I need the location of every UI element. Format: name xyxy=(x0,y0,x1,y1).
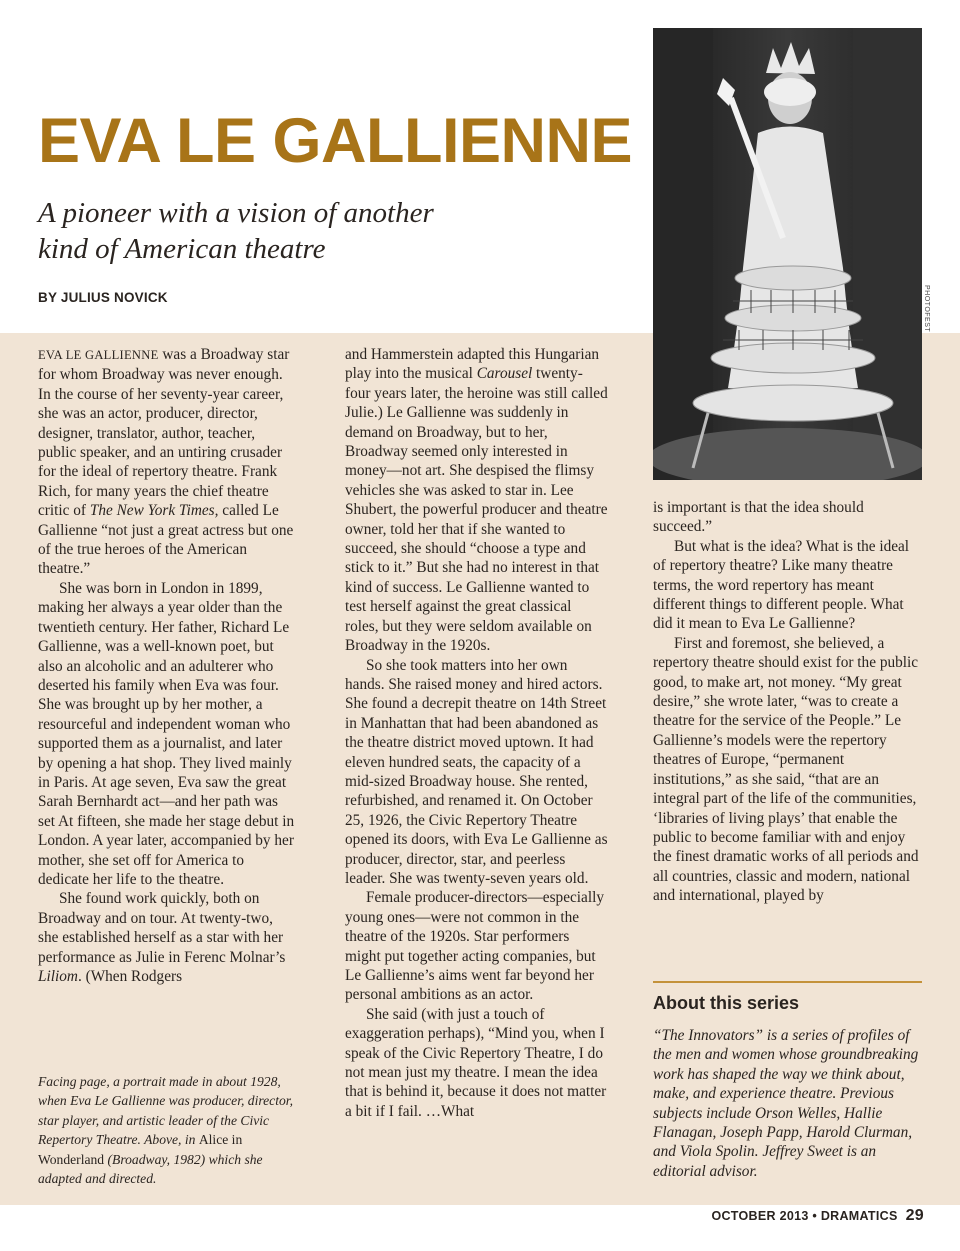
page-number: 29 xyxy=(905,1207,924,1224)
play-title: Alice in Wonderland xyxy=(38,1132,243,1167)
column-1 xyxy=(38,345,296,986)
subtitle-line-2: kind of American theatre xyxy=(38,233,326,265)
text: called Le Gallienne “not just a great actress but one of the true heroes of the American theatre.” xyxy=(38,502,294,578)
column-2 xyxy=(345,345,608,1121)
text: She found work quickly, both on Broadway and on tour. At twenty-two, she established herself as a star with her performance as Julie in Ferenc Molnar’s xyxy=(38,890,286,966)
text: (Broadway, 1982) which she adapted and directed. xyxy=(38,1151,263,1187)
paragraph: She was born in London in 1899, making her always a year older than the twentieth century. Her father, Richard Le Gallienne, was a well-known poet, but also an alcoholic and an adulterer who deserted his family when Eva was four. She was brought up by her mother, a resourceful and independent woman who supported them as a journalist, and later by opening a hat shop. They lived mainly in Paris. At age seven, Eva saw the great Sarah Bernhardt act—and her path was set At fifteen, she made her stage debut in London. A year later, accompanied by her mother, she set off for America to dedicate her life to the theatre. xyxy=(38,579,295,888)
text: twenty-four years later, the heroine was still called Julie.) Le Gallienne was suddenly in demand on Broadway, but to her, Broadway seemed only interested in money—not art. She despised the flimsy vehicles she was asked to star in. Lee Shubert, the powerful producer and theatre owner, told her that if she wanted to succeed, she should “choose a type and stick to it.” But she had no interest in that kind of success. Le Gallienne wanted to test herself against the great classical roles, but they were seldom available on Broadway in the 1920s. xyxy=(345,365,608,655)
paragraph xyxy=(345,345,608,656)
paragraph: First and foremost, she believed, a repertory theatre should exist for the public good, to make art, not money. “My great desire,” she wrote later, “was to create a theatre for the service of the People.” Le Gallienne’s models were the repertory theatres of Europe, “permanent institutions,” as she said, “that are an integral part of the life of the communities, ‘libraries of living plays’ that enable the public to become familiar with and enjoy the finest dramatic works of all periods and all countries, classic and modern, national and international, played by xyxy=(653,634,919,905)
publication-name: The New York Times, xyxy=(89,502,219,520)
paragraph: Female producer-directors—especially young ones—were not common in the theatre of the 1920s. Star performers might put together acting companies, but Le Gallienne’s aims went far beyond her personal ambitions as an actor. xyxy=(345,889,604,1004)
play-title: Liliom xyxy=(38,968,78,985)
text: and Hammerstein adapted this Hungarian play into the musical xyxy=(345,346,600,383)
photo-illustration xyxy=(653,28,922,480)
text: . (When Rodgers xyxy=(77,968,183,985)
paragraph xyxy=(38,345,296,579)
lead-in: EVA LE GALLIENNE xyxy=(38,348,159,362)
subtitle-line-1: A pioneer with a vision of another xyxy=(38,197,434,229)
sidebar-rule xyxy=(653,981,922,983)
paragraph: But what is the idea? What is the ideal of repertory theatre? Like many theatre terms, the word repertory has meant different things to different people. What did it mean to Eva Le Gallienne? xyxy=(653,537,910,633)
column-3 xyxy=(653,498,923,906)
photo-credit: PHOTOFEST xyxy=(923,285,930,333)
issue-label: OCTOBER 2013 • DRAMATICS xyxy=(711,1209,898,1223)
byline: BY JULIUS NOVICK xyxy=(38,290,168,305)
paragraph: She said (with just a touch of exaggeration perhaps), “Mind you, when I speak of the Civic Repertory Theatre, I do not mean just my theatre. I mean the idea that is behind it, because it does not matter a bit if I fail. …What xyxy=(345,1005,607,1120)
paragraph: is important is that the idea should succeed.” xyxy=(653,499,864,536)
sidebar-text: “The Innovators” is a series of profiles of the men and women whose groundbreaking work has shaped the way we think about, make, and experience theatre. Previous subjects include Orson Welles, Hallie Flanagan, Joseph Papp, Harold Clurman, and Viola Spolin. Jeffrey Sweet is an editorial advisor. xyxy=(653,1027,919,1180)
page-footer xyxy=(711,1207,924,1225)
photo-caption xyxy=(38,1072,296,1188)
article-photo xyxy=(653,28,922,480)
paragraph: So she took matters into her own hands. She raised money and hired actors. She found a decrepit theatre on 14th Street in Manhattan that had been abandoned as the theatre district moved uptown. It had eleven hundred seats, the capacity of a mid-sized Broadway house. She rented, refurbished, and renamed it. On October 25, 1926, the Civic Repertory Theatre opened its doors, with Eva Le Gallienne as producer, director, star, and peerless leader. She was twenty-seven years old. xyxy=(345,656,608,887)
text: was a Broadway star for whom Broadway was never enough. In the course of her seventy-year career, she was an actor, producer, director, designer, translator, author, teacher, public speaker, and an untiring crusader for the ideal of repertory theatre. Frank Rich, for many years the chief theatre critic of xyxy=(38,346,290,520)
sidebar-title: About this series xyxy=(653,993,800,1013)
paragraph xyxy=(38,889,296,986)
text: Facing page, a portrait made in about 1928, when Eva Le Gallienne was producer, director, star player, and artistic leader of the Civic Repertory Theatre. Above, in xyxy=(38,1074,293,1148)
play-title: Carousel xyxy=(476,365,533,383)
article-title: EVA LE GALLIENNE xyxy=(38,106,633,176)
article-subtitle xyxy=(38,195,598,267)
